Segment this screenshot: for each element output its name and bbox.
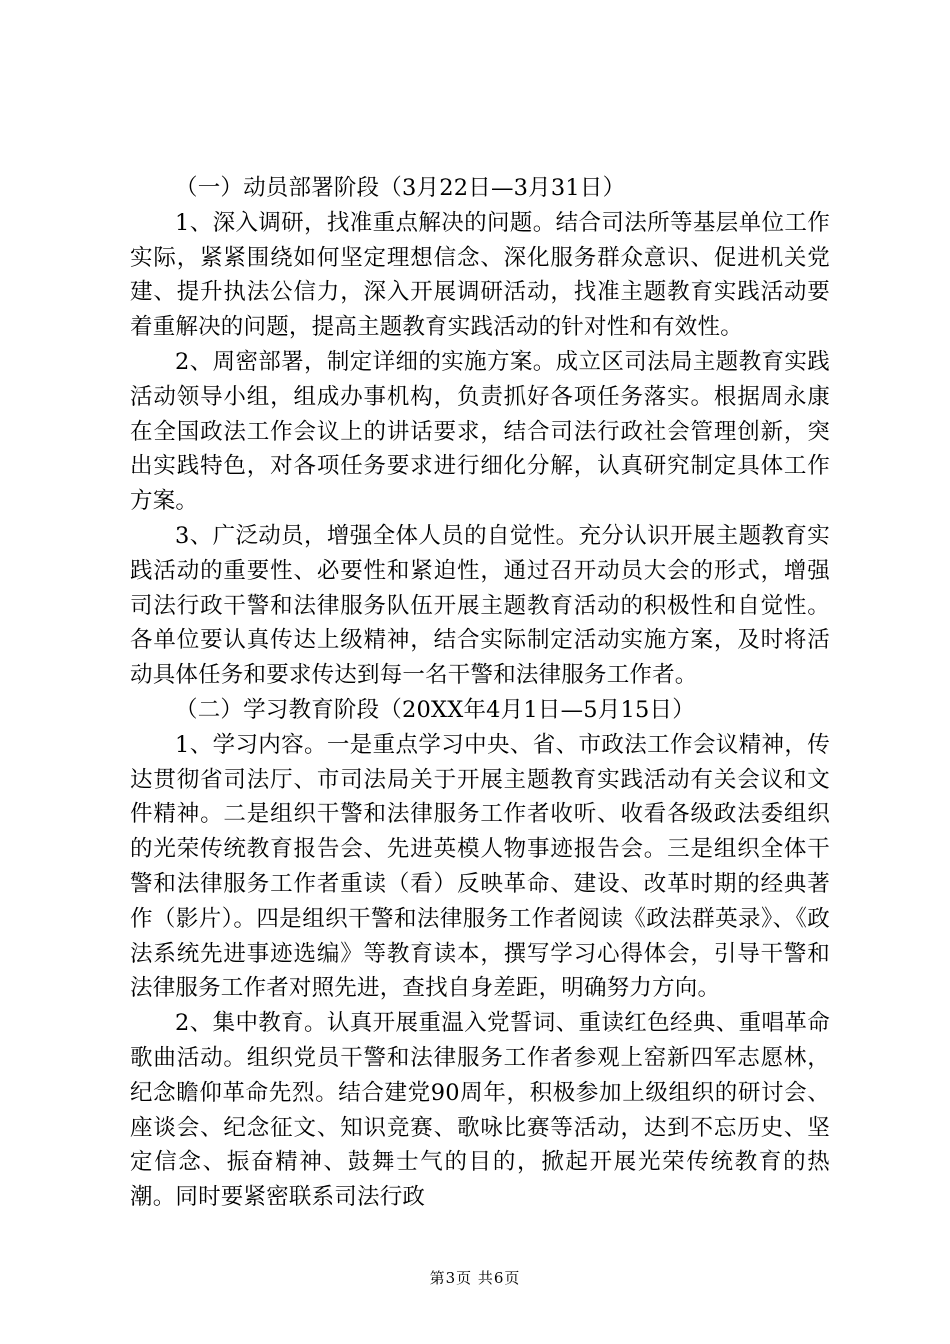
paragraph-mobilize: 3、广泛动员，增强全体人员的自觉性。充分认识开展主题教育实践活动的重要性、必要性和紧迫性，通过召开动员大会的形式，增强司法行政干警和法律服务队伍开展主题教育活动的积极性和自觉性。各单位要认真传达上级精神，结合实际制定活动实施方案，及时将活动具体任务和要求传达到每一名干警和法律服务工作者。	[130, 522, 830, 689]
paragraph-research: 1、深入调研，找准重点解决的问题。结合司法所等基层单位工作实际，紧紧围绕如何坚定理想信念、深化服务群众意识、促进机关党建、提升执法公信力，深入开展调研活动，找准主题教育实践活动要着重解决的问题，提高主题教育实践活动的针对性和有效性。	[130, 209, 830, 341]
section-heading-study: （二）学习教育阶段（20XX年4月1日—5月15日）	[175, 696, 695, 723]
paragraph-study-content: 1、学习内容。一是重点学习中央、省、市政法工作会议精神，传达贯彻省司法厅、市司法局关于开展主题教育实践活动有关会议和文件精神。二是组织干警和法律服务工作者收听、收看各级政法委组织的光荣传统教育报告会、先进英模人物事迹报告会。三是组织全体干警和法律服务工作者重读（看）反映革命、建设、改革时期的经典著作（影片）。四是组织干警和法律服务工作者阅读《政法群英录》、《政法系统先进事迹选编》等教育读本，撰写学习心得体会，引导干警和法律服务工作者对照先进，查找自身差距，明确努力方向。	[130, 731, 830, 1002]
paragraph-centralized-education: 2、集中教育。认真开展重温入党誓词、重读红色经典、重唱革命歌曲活动。组织党员干警和法律服务工作者参观上窑新四军志愿林，纪念瞻仰革命先烈。结合建党90周年，积极参加上级组织的研讨会、座谈会、纪念征文、知识竞赛、歌咏比赛等活动，达到不忘历史、坚定信念、振奋精神、鼓舞士气的目的，掀起开展光荣传统教育的热潮。同时要紧密联系司法行政	[130, 1010, 830, 1211]
section-heading-mobilization: （一）动员部署阶段（3月22日—3月31日）	[175, 175, 626, 201]
page-number-footer: 第3页 共6页	[429, 1269, 521, 1287]
paragraph-deployment: 2、周密部署，制定详细的实施方案。成立区司法局主题教育实践活动领导小组，组成办事机构，负责抓好各项任务落实。根据周永康在全国政法工作会议上的讲话要求，结合司法行政社会管理创新，突出实践特色，对各项任务要求进行细化分解，认真研究制定具体工作方案。	[130, 348, 830, 515]
document-body	[130, 171, 830, 1215]
